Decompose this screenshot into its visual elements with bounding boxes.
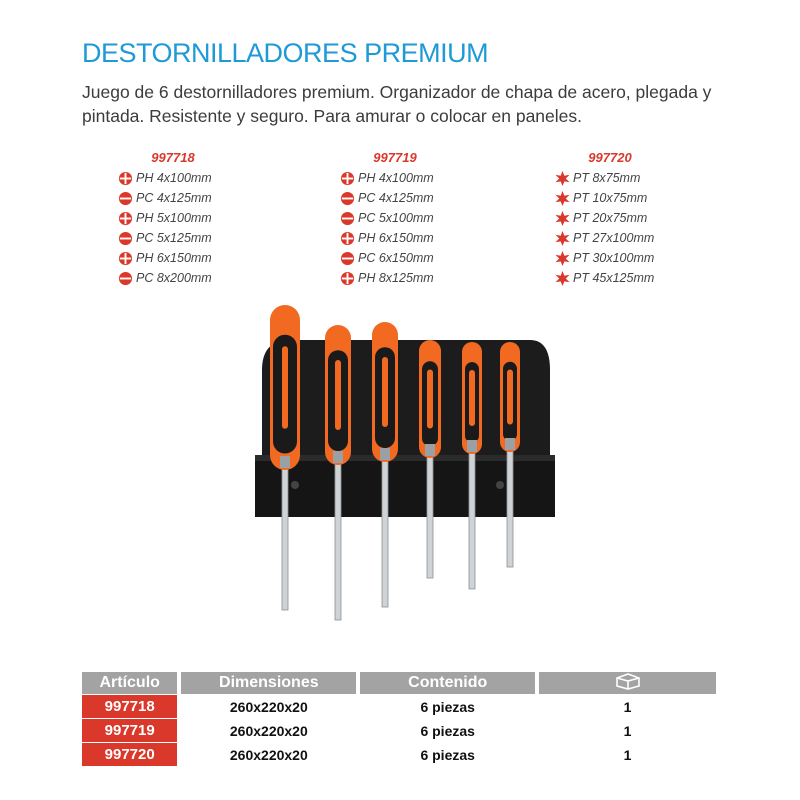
spec-item bbox=[340, 268, 450, 288]
table-row bbox=[82, 743, 716, 766]
product-description: Juego de 6 destornilladores premium. Organizador de chapa de acero, plegada y pintada. Resistente y seguro. Para amurar o colocar en paneles. bbox=[82, 82, 712, 126]
spec-column-997720 bbox=[555, 150, 665, 288]
cell-contenido: 6 piezas bbox=[420, 722, 475, 739]
header-box bbox=[539, 672, 716, 694]
table-row bbox=[82, 695, 716, 718]
slotted-icon bbox=[340, 191, 355, 206]
spec-item bbox=[555, 248, 665, 268]
spec-item bbox=[340, 168, 450, 188]
product-photo bbox=[250, 300, 570, 650]
spec-item bbox=[118, 228, 228, 248]
spec-label: PH 6x150mm bbox=[136, 251, 212, 265]
spec-item bbox=[118, 208, 228, 228]
torx-icon bbox=[555, 271, 570, 286]
spec-label: PH 4x100mm bbox=[358, 171, 434, 185]
cell-cantidad: 1 bbox=[623, 746, 632, 763]
spec-label: PT 30x100mm bbox=[573, 251, 655, 265]
spec-label: PH 4x100mm bbox=[136, 171, 212, 185]
torx-icon bbox=[555, 191, 570, 206]
header-articulo: Artículo bbox=[82, 672, 177, 694]
cell-articulo: 997720 bbox=[82, 743, 177, 766]
spec-item bbox=[555, 208, 665, 228]
spec-list bbox=[340, 168, 450, 288]
cell-cantidad: 1 bbox=[623, 698, 632, 715]
slotted-icon bbox=[118, 231, 133, 246]
phillips-icon bbox=[118, 211, 133, 226]
spec-list bbox=[118, 168, 228, 288]
spec-item bbox=[118, 248, 228, 268]
column-code: 997719 bbox=[373, 150, 417, 165]
spec-item bbox=[340, 208, 450, 228]
spec-label: PH 8x125mm bbox=[358, 271, 434, 285]
cell-contenido: 6 piezas bbox=[420, 746, 475, 763]
spec-label: PC 5x100mm bbox=[358, 211, 434, 225]
spec-item bbox=[340, 228, 450, 248]
spec-item bbox=[555, 268, 665, 288]
screwdriver bbox=[270, 305, 300, 610]
spec-label: PC 5x125mm bbox=[136, 231, 212, 245]
phillips-icon bbox=[340, 231, 355, 246]
table-header bbox=[82, 672, 716, 694]
spec-item bbox=[340, 248, 450, 268]
spec-list bbox=[555, 168, 665, 288]
phillips-icon bbox=[340, 271, 355, 286]
screwdriver-set-illustration bbox=[250, 300, 570, 650]
torx-icon bbox=[555, 211, 570, 226]
box-icon bbox=[613, 672, 643, 695]
cell-articulo: 997718 bbox=[82, 695, 177, 718]
header-dimensiones: Dimensiones bbox=[181, 672, 356, 694]
spec-label: PC 4x125mm bbox=[358, 191, 434, 205]
header-contenido: Contenido bbox=[360, 672, 535, 694]
cell-dimensiones: 260x220x20 bbox=[229, 698, 308, 715]
slotted-icon bbox=[340, 211, 355, 226]
column-code: 997720 bbox=[588, 150, 632, 165]
torx-icon bbox=[555, 171, 570, 186]
spec-label: PH 5x100mm bbox=[136, 211, 212, 225]
slotted-icon bbox=[118, 271, 133, 286]
spec-label: PT 8x75mm bbox=[573, 171, 641, 185]
cell-dimensiones: 260x220x20 bbox=[229, 722, 308, 739]
spec-item bbox=[118, 168, 228, 188]
product-table bbox=[82, 672, 716, 766]
slotted-icon bbox=[340, 251, 355, 266]
cell-cantidad: 1 bbox=[623, 722, 632, 739]
spec-label: PT 27x100mm bbox=[573, 231, 655, 245]
spec-label: PT 20x75mm bbox=[573, 211, 648, 225]
spec-item bbox=[555, 188, 665, 208]
torx-icon bbox=[555, 231, 570, 246]
phillips-icon bbox=[340, 171, 355, 186]
spec-column-997719 bbox=[340, 150, 450, 288]
spec-label: PC 4x125mm bbox=[136, 191, 212, 205]
phillips-icon bbox=[118, 171, 133, 186]
phillips-icon bbox=[118, 251, 133, 266]
column-code: 997718 bbox=[151, 150, 195, 165]
spec-item bbox=[118, 188, 228, 208]
spec-item bbox=[555, 168, 665, 188]
slotted-icon bbox=[118, 191, 133, 206]
spec-item bbox=[118, 268, 228, 288]
torx-icon bbox=[555, 251, 570, 266]
spec-column-997718 bbox=[118, 150, 228, 288]
cell-contenido: 6 piezas bbox=[420, 698, 475, 715]
spec-label: PT 45x125mm bbox=[573, 271, 655, 285]
spec-label: PH 6x150mm bbox=[358, 231, 434, 245]
cell-dimensiones: 260x220x20 bbox=[229, 746, 308, 763]
spec-item bbox=[340, 188, 450, 208]
table-row bbox=[82, 719, 716, 742]
spec-label: PC 6x150mm bbox=[358, 251, 434, 265]
spec-label: PC 8x200mm bbox=[136, 271, 212, 285]
spec-label: PT 10x75mm bbox=[573, 191, 648, 205]
spec-item bbox=[555, 228, 665, 248]
cell-articulo: 997719 bbox=[82, 719, 177, 742]
page-title: DESTORNILLADORES PREMIUM bbox=[82, 38, 489, 68]
